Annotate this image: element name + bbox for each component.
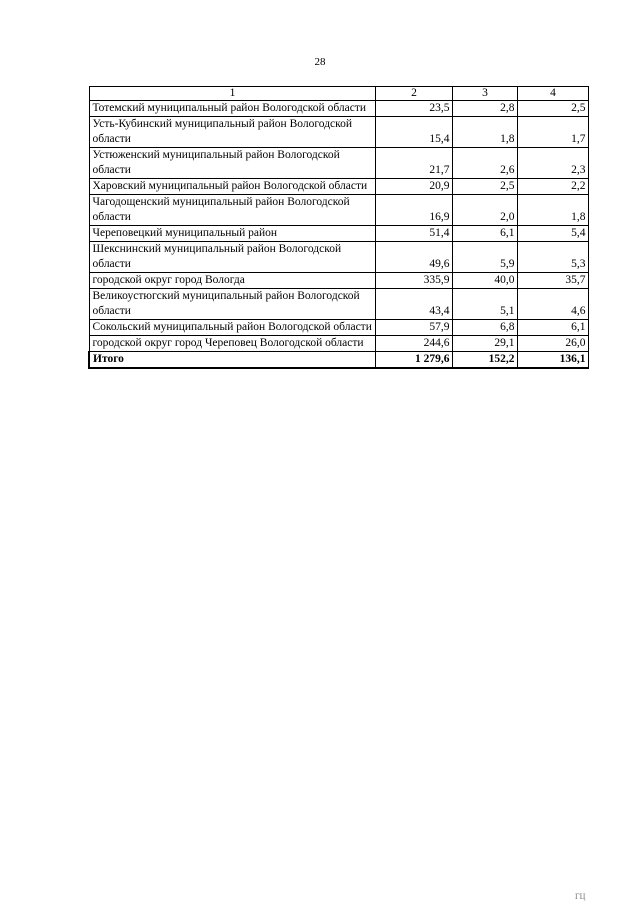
value-col-3: 2,6 xyxy=(452,148,517,179)
page-number: 28 xyxy=(314,56,326,68)
column-header: 2 xyxy=(375,87,452,101)
value-col-3: 1,8 xyxy=(452,117,517,148)
district-name: Великоустюгский муниципальный район Вологодской области xyxy=(89,289,375,320)
value-col-3: 6,8 xyxy=(452,320,517,336)
value-col-4: 2,2 xyxy=(517,179,588,195)
table-row xyxy=(89,226,588,242)
value-col-2: 57,9 xyxy=(375,320,452,336)
value-col-4: 35,7 xyxy=(517,273,588,289)
value-col-4: 1,8 xyxy=(517,195,588,226)
total-label: Итого xyxy=(89,352,375,369)
district-name: Харовский муниципальный район Вологодской области xyxy=(89,179,375,195)
value-col-4: 26,0 xyxy=(517,336,588,352)
corner-mark: ГЦ xyxy=(575,892,586,901)
value-col-2: 15,4 xyxy=(375,117,452,148)
total-col-2: 1 279,6 xyxy=(375,352,452,369)
total-col-3: 152,2 xyxy=(452,352,517,369)
column-header: 4 xyxy=(517,87,588,101)
column-header: 3 xyxy=(452,87,517,101)
value-col-4: 4,6 xyxy=(517,289,588,320)
table-row xyxy=(89,101,588,117)
value-col-4: 6,1 xyxy=(517,320,588,336)
value-col-3: 2,0 xyxy=(452,195,517,226)
value-col-2: 20,9 xyxy=(375,179,452,195)
district-name: Чагодощенский муниципальный район Вологодской области xyxy=(89,195,375,226)
value-col-2: 43,4 xyxy=(375,289,452,320)
value-col-4: 5,3 xyxy=(517,242,588,273)
table-row xyxy=(89,195,588,226)
district-name: Череповецкий муниципальный район xyxy=(89,226,375,242)
value-col-2: 51,4 xyxy=(375,226,452,242)
value-col-2: 244,6 xyxy=(375,336,452,352)
district-name: Тотемский муниципальный район Вологодской области xyxy=(89,101,375,117)
table-row xyxy=(89,117,588,148)
table-header-row xyxy=(89,87,588,101)
value-col-2: 335,9 xyxy=(375,273,452,289)
value-col-3: 29,1 xyxy=(452,336,517,352)
value-col-4: 2,5 xyxy=(517,101,588,117)
column-header: 1 xyxy=(89,87,375,101)
table-row xyxy=(89,148,588,179)
value-col-2: 16,9 xyxy=(375,195,452,226)
value-col-2: 21,7 xyxy=(375,148,452,179)
value-col-2: 49,6 xyxy=(375,242,452,273)
value-col-3: 5,9 xyxy=(452,242,517,273)
value-col-3: 6,1 xyxy=(452,226,517,242)
value-col-4: 5,4 xyxy=(517,226,588,242)
value-col-4: 2,3 xyxy=(517,148,588,179)
value-col-3: 5,1 xyxy=(452,289,517,320)
table-row xyxy=(89,179,588,195)
table-row xyxy=(89,289,588,320)
table-row xyxy=(89,242,588,273)
value-col-3: 2,5 xyxy=(452,179,517,195)
value-col-3: 40,0 xyxy=(452,273,517,289)
value-col-2: 23,5 xyxy=(375,101,452,117)
district-name: городской округ город Череповец Вологодской области xyxy=(89,336,375,352)
total-row xyxy=(89,352,588,369)
total-col-4: 136,1 xyxy=(517,352,588,369)
table-row xyxy=(89,336,588,352)
value-col-3: 2,8 xyxy=(452,101,517,117)
district-name: городской округ город Вологда xyxy=(89,273,375,289)
value-col-4: 1,7 xyxy=(517,117,588,148)
table-row xyxy=(89,273,588,289)
district-name: Усть-Кубинский муниципальный район Вологодской области xyxy=(89,117,375,148)
district-name: Сокольский муниципальный район Вологодской области xyxy=(89,320,375,336)
table-row xyxy=(89,320,588,336)
data-table xyxy=(88,86,589,369)
district-name: Шекснинский муниципальный район Вологодской области xyxy=(89,242,375,273)
district-name: Устюженский муниципальный район Вологодской области xyxy=(89,148,375,179)
